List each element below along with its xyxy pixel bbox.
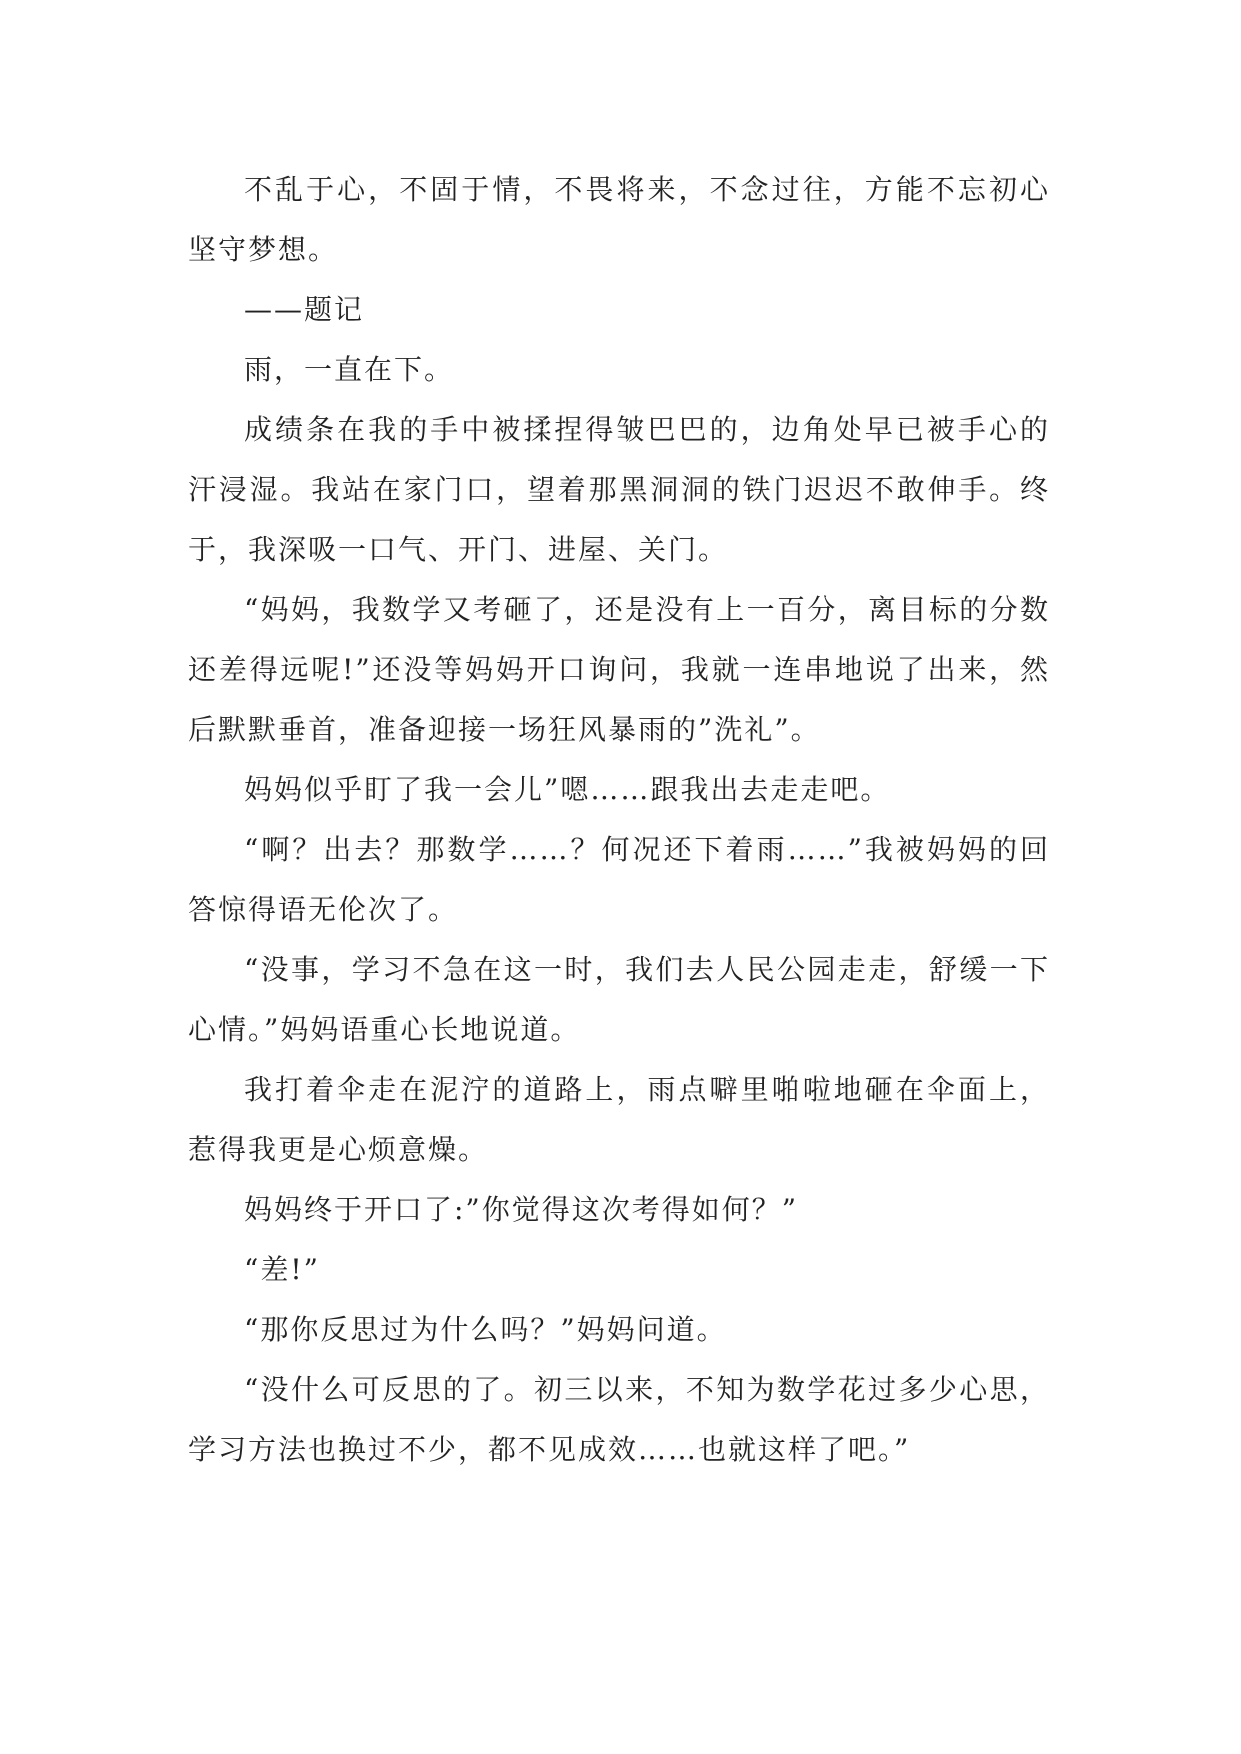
paragraph: 我打着伞走在泥泞的道路上，雨点噼里啪啦地砸在伞面上，惹得我更是心烦意燥。 bbox=[188, 1073, 1050, 1166]
paragraph: 雨，一直在下。 bbox=[244, 353, 455, 386]
paragraph: “啊？出去？那数学……？何况还下着雨……”我被妈妈的回答惊得语无伦次了。 bbox=[188, 833, 1050, 926]
paragraph: “没事，学习不急在这一时，我们去人民公园走走，舒缓一下心情。”妈妈语重心长地说道。 bbox=[188, 953, 1050, 1046]
paragraph: “没什么可反思的了。初三以来，不知为数学花过多少心思，学习方法也换过不少，都不见成效……也就这样了吧。” bbox=[188, 1373, 1050, 1466]
paragraph: 妈妈似乎盯了我一会儿”嗯……跟我出去走走吧。 bbox=[244, 773, 891, 806]
document-body bbox=[188, 160, 1050, 1480]
paragraph: 妈妈终于开口了:”你觉得这次考得如何？” bbox=[244, 1193, 799, 1226]
paragraph: “差!” bbox=[244, 1253, 320, 1286]
paragraph: 成绩条在我的手中被揉捏得皱巴巴的，边角处早已被手心的汗浸湿。我站在家门口，望着那黑洞洞的铁门迟迟不敢伸手。终于，我深吸一口气、开门、进屋、关门。 bbox=[188, 413, 1050, 566]
paragraph: “妈妈，我数学又考砸了，还是没有上一百分，离目标的分数还差得远呢!”还没等妈妈开口询问，我就一连串地说了出来，然后默默垂首，准备迎接一场狂风暴雨的”洗礼”。 bbox=[188, 593, 1050, 746]
paragraph: “那你反思过为什么吗？”妈妈问道。 bbox=[244, 1313, 727, 1346]
paragraph-epigraph-attribution: ——题记 bbox=[244, 293, 365, 326]
paragraph-epigraph: 不乱于心，不固于情，不畏将来，不念过往，方能不忘初心坚守梦想。 bbox=[188, 173, 1050, 266]
